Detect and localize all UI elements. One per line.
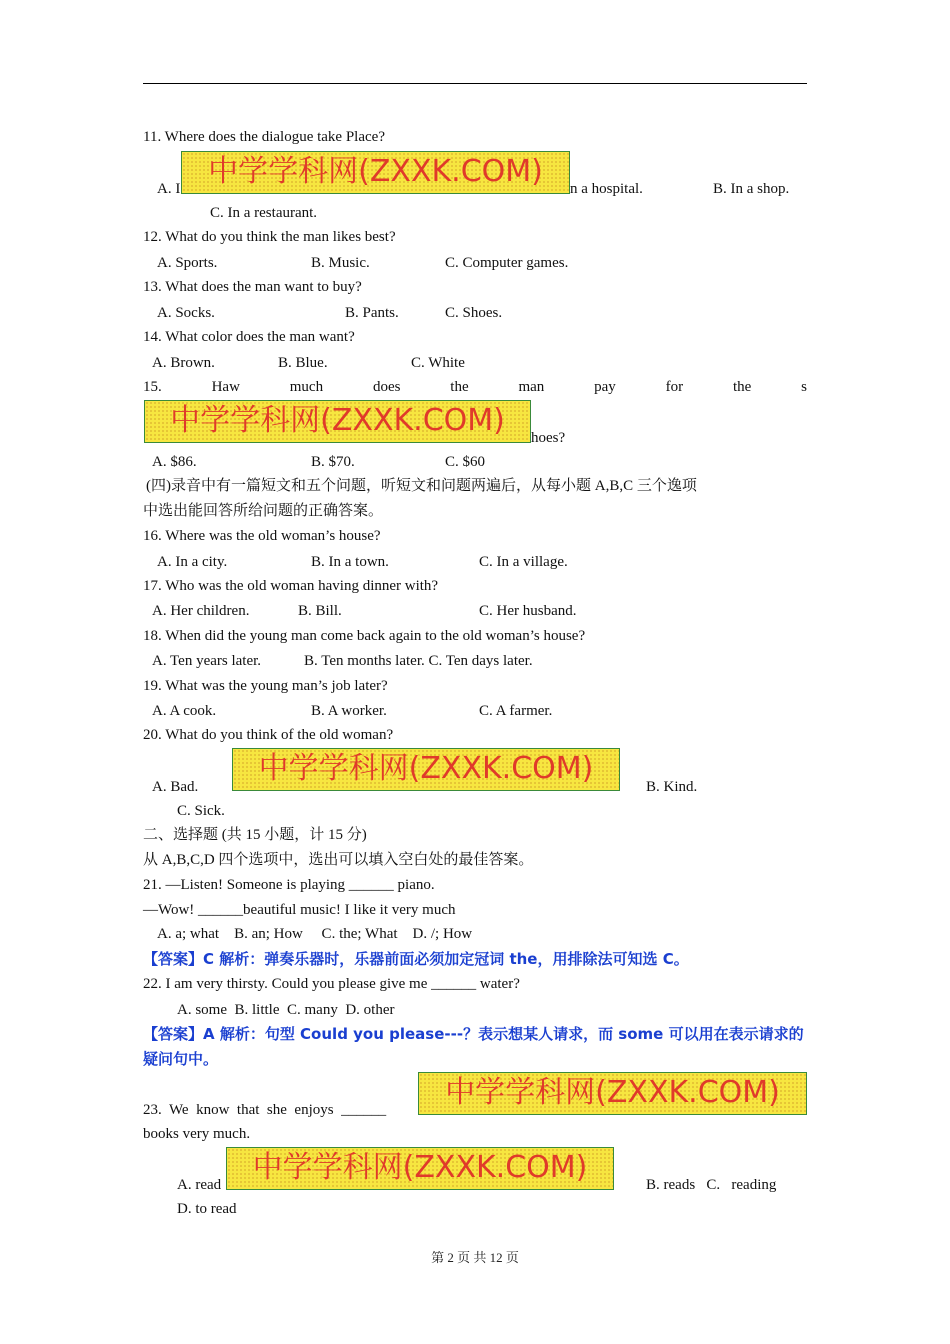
question-23: 23. We know that she enjoys ______ <box>143 1102 387 1118</box>
section-4-instruction: (四)录音中有一篇短文和五个问题，听短文和问题两遍后，从每小题 A,B,C 三个逸项 <box>146 478 697 494</box>
q22-answer: 【答案】A 解析：句型 Could you please---？表示想某人请求，而 some 可以用在表示请求的 <box>143 1025 804 1043</box>
q13-option-b: B. Pants. <box>345 305 399 321</box>
q19-option-a: A. A cook. <box>152 703 217 719</box>
q15-word: does <box>372 379 401 395</box>
q20-option-c: C. Sick. <box>177 803 225 819</box>
watermark-banner: 中学学科网(ZXXK.COM) <box>181 151 570 194</box>
section-2-instruction: 从 A,B,C,D 四个选项中，选出可以填入空白处的最佳答案。 <box>143 852 534 868</box>
q11-option-a-start: A. I <box>157 181 181 197</box>
section-2-title: 二、选择题 (共 15 小题，计 15 分) <box>143 827 367 843</box>
q12-option-b: B. Music. <box>311 255 370 271</box>
q18-option-a: A. Ten years later. <box>152 653 262 669</box>
q11-option-a-end: n a hospital. <box>570 181 643 197</box>
q15-option-c: C. $60 <box>445 454 486 470</box>
question-14: 14. What color does the man want? <box>143 329 355 345</box>
question-21: 21. —Listen! Someone is playing ______ piano. <box>143 877 435 893</box>
q12-option-c: C. Computer games. <box>445 255 569 271</box>
q16-option-b: B. In a town. <box>311 554 389 570</box>
q20-option-a: A. Bad. <box>152 779 199 795</box>
question-17: 17. Who was the old woman having dinner with? <box>143 578 439 594</box>
q15-word: the <box>732 379 752 395</box>
q15-word: much <box>289 379 324 395</box>
q15-word: Haw <box>211 379 240 395</box>
question-23-cont: books very much. <box>143 1126 251 1142</box>
q22-answer-cont: 疑问句中。 <box>143 1050 219 1068</box>
watermark-banner: 中学学科网(ZXXK.COM) <box>144 400 531 443</box>
q14-option-b: B. Blue. <box>278 355 328 371</box>
q15-word: man <box>518 379 545 395</box>
q15-word: s <box>801 379 807 395</box>
q23-option-bc: B. reads C. reading <box>646 1177 777 1193</box>
watermark-banner: 中学学科网(ZXXK.COM) <box>418 1072 807 1115</box>
q19-option-c: C. A farmer. <box>479 703 553 719</box>
question-19: 19. What was the young man’s job later? <box>143 678 388 694</box>
q18-option-bc: B. Ten months later. C. Ten days later. <box>304 653 533 669</box>
q11-option-c: C. In a restaurant. <box>210 205 318 221</box>
q15-question-end: hoes? <box>531 430 566 446</box>
question-22: 22. I am very thirsty. Could you please give me ______ water? <box>143 976 520 992</box>
q11-option-b: B. In a shop. <box>713 181 790 197</box>
q15-word: the <box>450 379 469 395</box>
q19-option-b: B. A worker. <box>311 703 387 719</box>
question-11: 11. Where does the dialogue take Place? <box>143 129 385 145</box>
question-13: 13. What does the man want to buy? <box>143 279 362 295</box>
watermark-banner: 中学学科网(ZXXK.COM) <box>232 748 620 791</box>
q14-option-c: C. White <box>411 355 465 371</box>
q16-option-a: A. In a city. <box>157 554 228 570</box>
q15-word: 15. <box>143 379 162 395</box>
question-18: 18. When did the young man come back again to the old woman’s house? <box>143 628 586 644</box>
q21-options: A. a; what B. an; How C. the; What D. /; How <box>157 926 473 942</box>
q17-option-c: C. Her husband. <box>479 603 577 619</box>
q17-option-a: A. Her children. <box>152 603 250 619</box>
question-16: 16. Where was the old woman’s house? <box>143 528 381 544</box>
q13-option-c: C. Shoes. <box>445 305 503 321</box>
q14-option-a: A. Brown. <box>152 355 215 371</box>
page-number-footer: 第 2 页 共 12 页 <box>431 1250 519 1265</box>
section-4-instruction-cont: 中选出能回答所给问题的正确答案。 <box>143 503 384 519</box>
q22-options: A. some B. little C. many D. other <box>177 1002 395 1018</box>
q12-option-a: A. Sports. <box>157 255 218 271</box>
q15-word: for <box>665 379 684 395</box>
q20-option-b: B. Kind. <box>646 779 698 795</box>
q15-option-b: B. $70. <box>311 454 355 470</box>
q21-answer: 【答案】C 解析：弹奏乐器时，乐器前面必须加定冠词 the，用排除法可知选 C。 <box>143 950 689 968</box>
q16-option-c: C. In a village. <box>479 554 568 570</box>
question-12: 12. What do you think the man likes best? <box>143 229 396 245</box>
q23-option-d: D. to read <box>177 1201 237 1217</box>
question-21-line2: —Wow! ______beautiful music! I like it very much <box>143 902 456 918</box>
header-rule <box>143 83 807 84</box>
q13-option-a: A. Socks. <box>157 305 215 321</box>
q23-option-a: A. read <box>177 1177 222 1193</box>
watermark-banner: 中学学科网(ZXXK.COM) <box>226 1147 614 1190</box>
q17-option-b: B. Bill. <box>298 603 342 619</box>
q15-option-a: A. $86. <box>152 454 197 470</box>
question-15 <box>143 378 807 396</box>
q15-word: pay <box>594 379 616 395</box>
question-20: 20. What do you think of the old woman? <box>143 727 394 743</box>
